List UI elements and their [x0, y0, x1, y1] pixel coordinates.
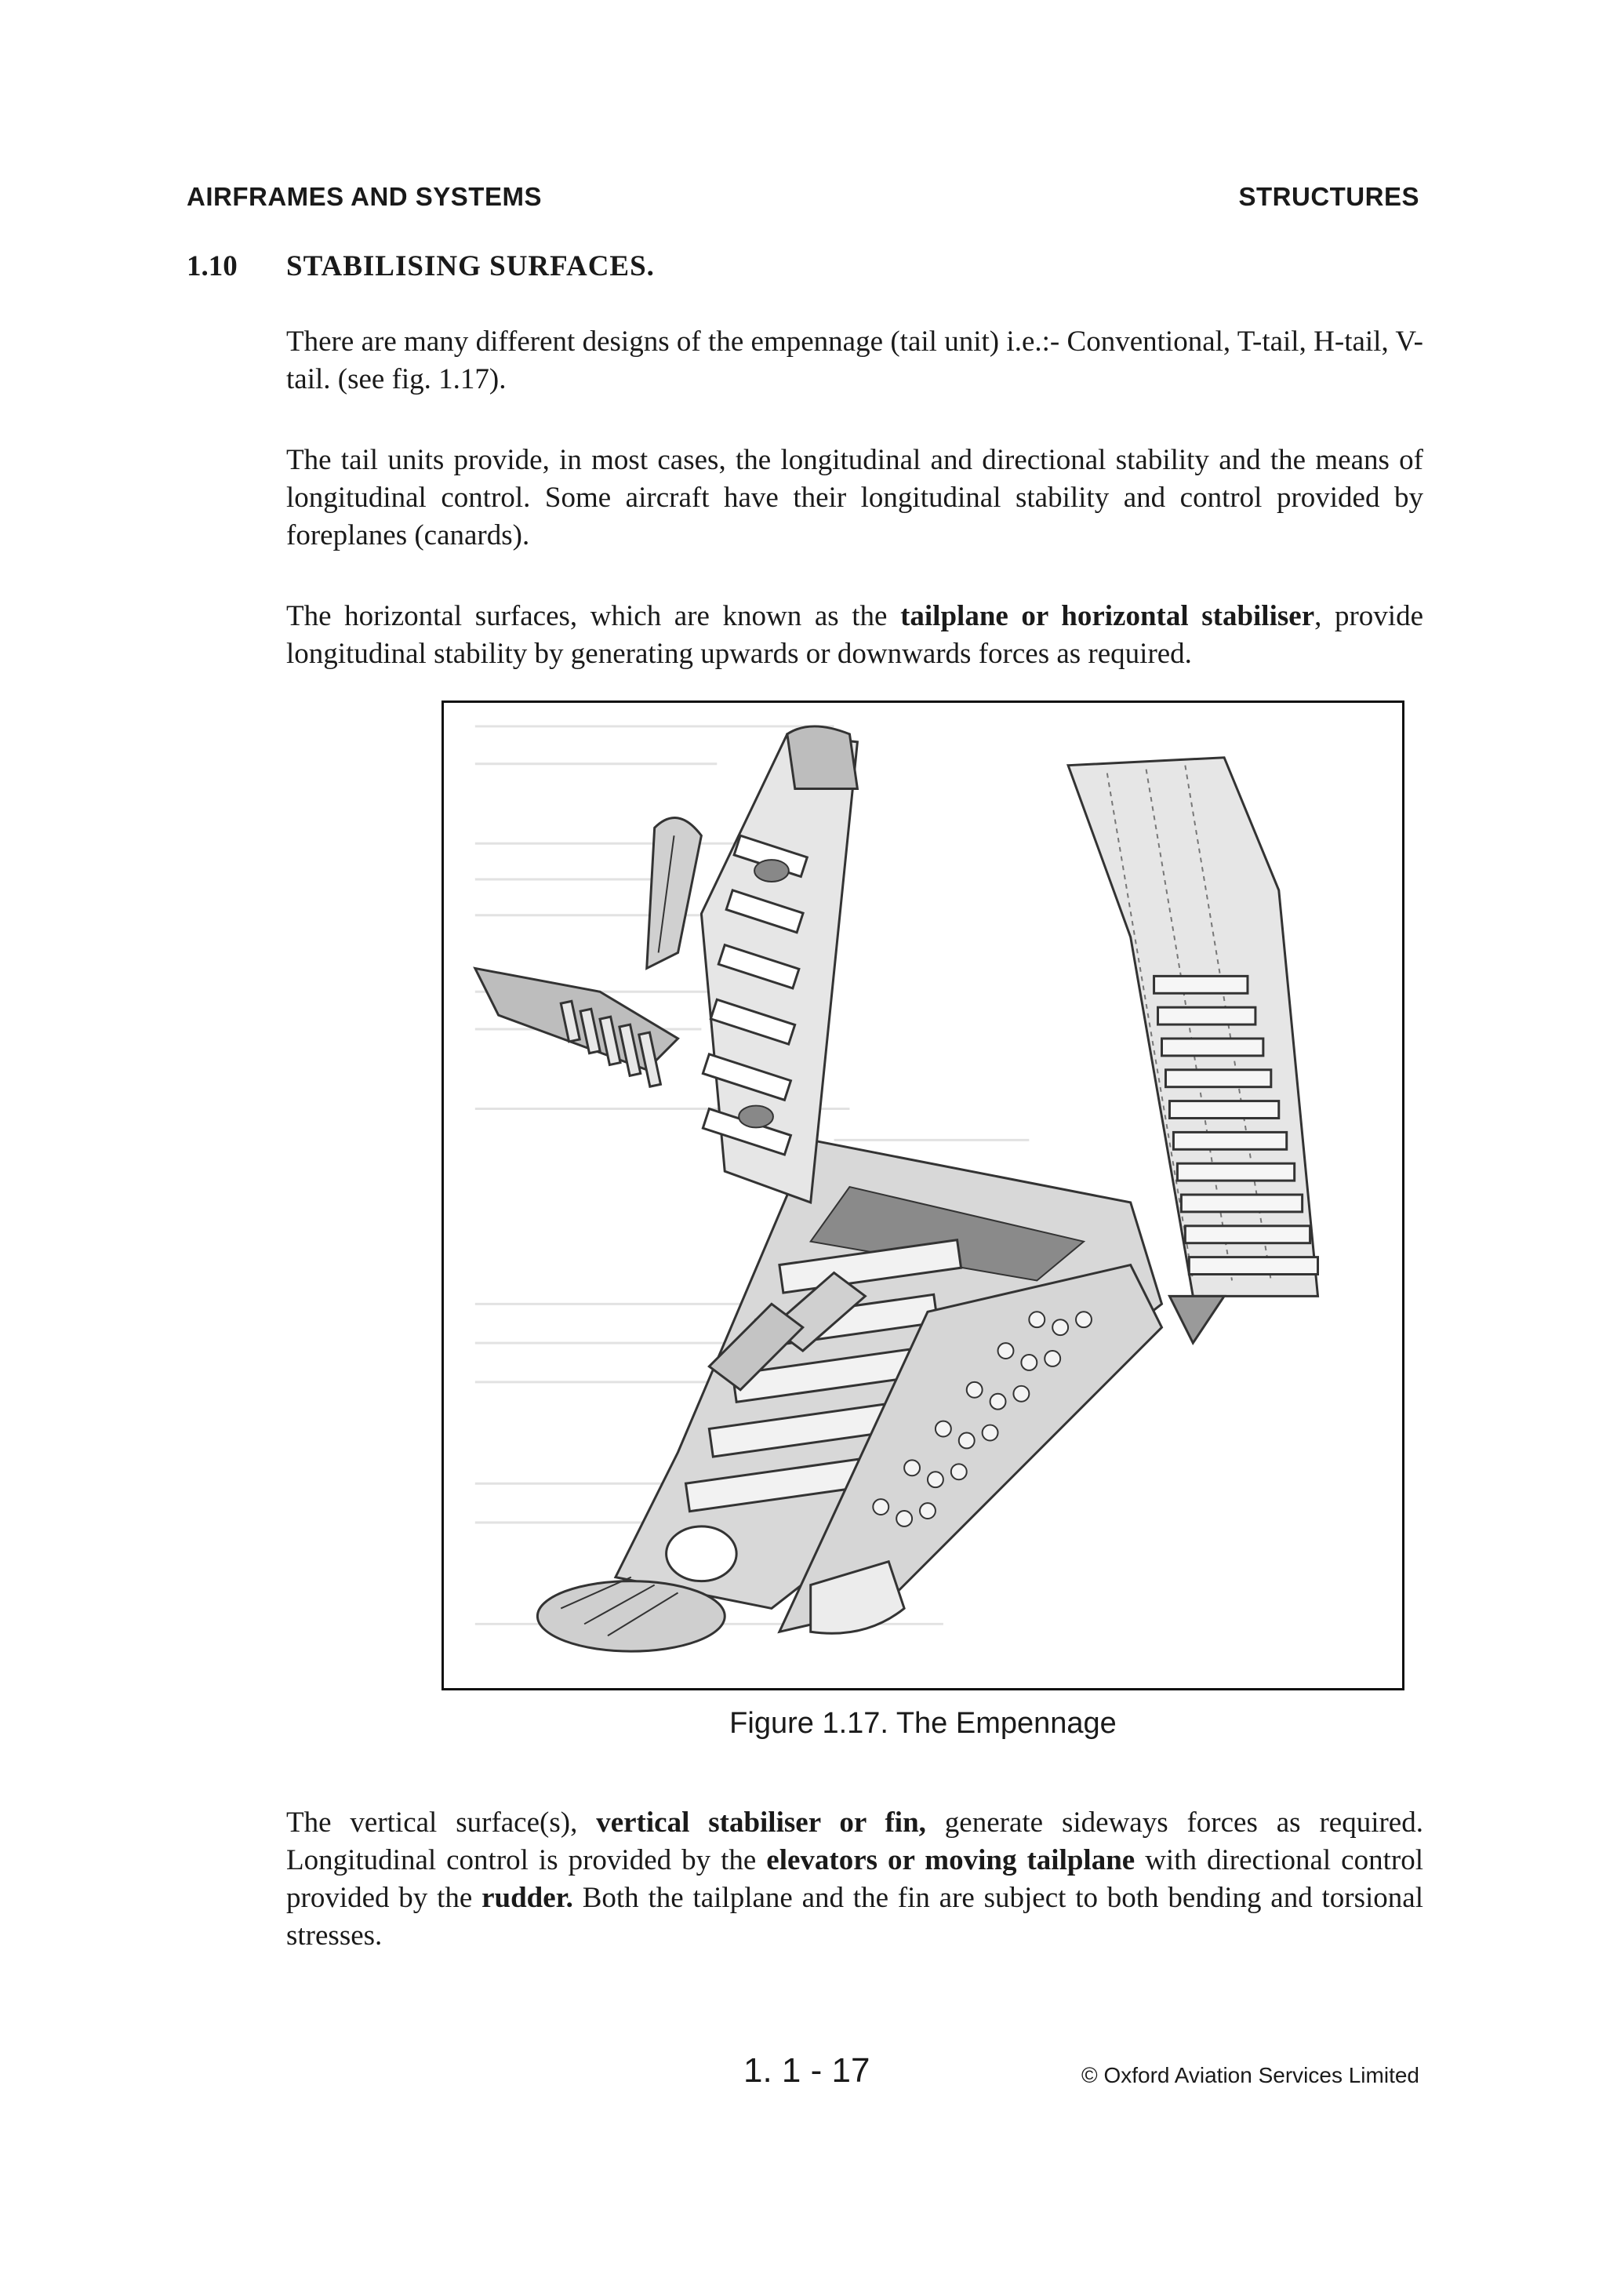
figure-caption: Figure 1.17. The Empennage	[729, 1707, 1117, 1740]
paragraph-horizontal-surfaces	[286, 598, 1423, 673]
horn-balance	[1169, 1296, 1224, 1343]
p4-text-c: generate sideways forces as required. Longitudinal control is provided by the	[286, 1807, 1423, 1876]
rudder	[647, 818, 702, 969]
paragraph-vertical-surfaces	[286, 1804, 1423, 1955]
p4-bold-fin: vertical stabiliser or fin,	[596, 1807, 926, 1839]
p3-text-c: , provide longitudinal stability by generating upwards or downwards forces as required.	[286, 600, 1423, 670]
paragraph-tail-function: The tail units provide, in most cases, the longitudinal and directional stability and the means of longitudinal control. Some aircraft have their longitudinal stability and control provided by foreplanes (canards).	[286, 444, 1423, 551]
p4-bold-rudder: rudder.	[481, 1882, 573, 1914]
section-number: 1.10	[187, 250, 238, 282]
section-title: STABILISING SURFACES.	[286, 250, 655, 282]
p4-bold-elevators: elevators or moving tailplane	[766, 1844, 1135, 1876]
p4-text-g: Both the tailplane and the fin are subject to both bending and torsional stresses.	[286, 1882, 1423, 1952]
p4-text-a: The vertical surface(s),	[286, 1807, 597, 1839]
header-topic: STRUCTURES	[1238, 182, 1419, 211]
p3-bold-tailplane: tailplane or horizontal stabiliser	[900, 600, 1315, 632]
empennage-figure	[441, 700, 1404, 1690]
fin-vertical-stabiliser	[701, 726, 857, 1203]
header-chapter: AIRFRAMES AND SYSTEMS	[187, 182, 542, 211]
paragraph-tail-designs: There are many different designs of the empennage (tail unit) i.e.:- Conventional, T-tail, H-tail, V-tail. (see fig. 1.17).	[286, 326, 1423, 395]
empennage-illustration	[444, 703, 1402, 1688]
left-tailplane-skeleton	[475, 968, 678, 1086]
page-number: 1. 1 - 17	[743, 2051, 870, 2090]
copyright-notice: © Oxford Aviation Services Limited	[1081, 2063, 1419, 2087]
p3-text-a: The horizontal surfaces, which are known as the	[286, 600, 901, 632]
p4-text-e: with directional control provided by the	[286, 1844, 1423, 1914]
